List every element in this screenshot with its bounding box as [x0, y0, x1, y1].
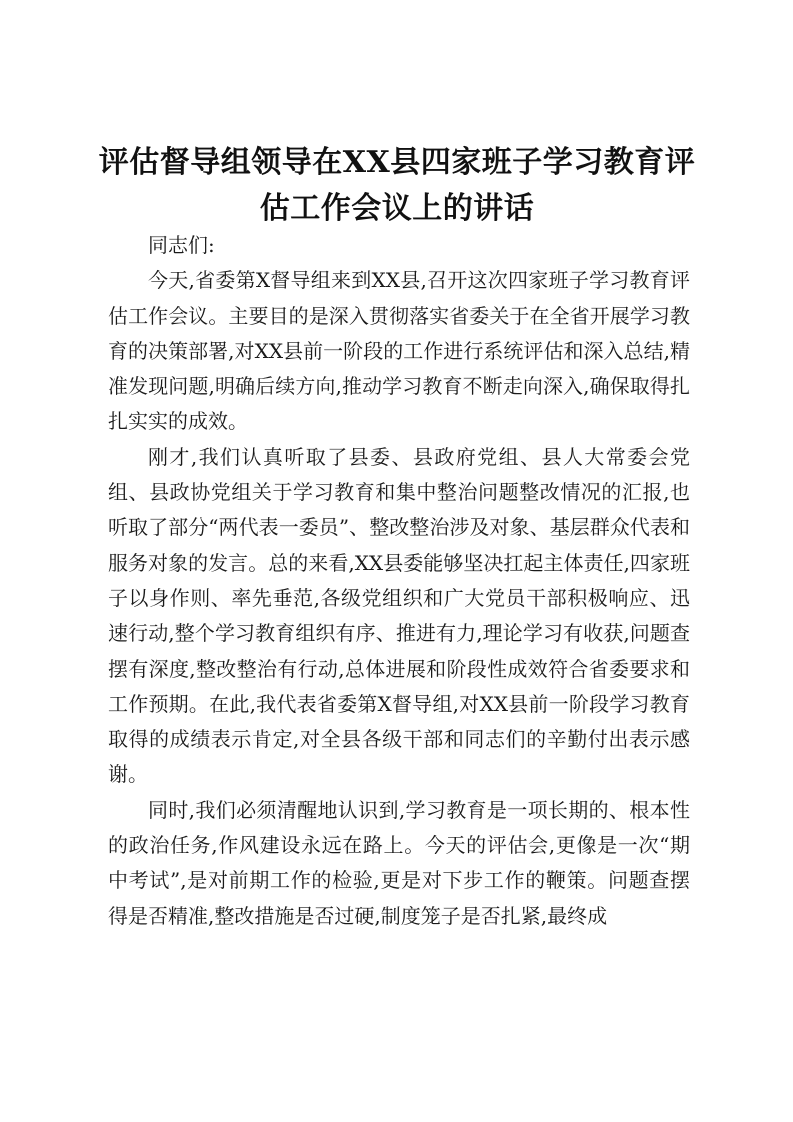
paragraph-1: 今天,省委第X督导组来到XX县,召开这次四家班子学习教育评估工作会议。主要目的是深入贯彻落实省委关于在全省开展学习教育的决策部署,对XX县前一阶段的工作进行系统评估和深入总结,精准发现问题,明确后续方向,推动学习教育不断走向深入,确保取得扎扎实实的成效。 — [108, 268, 690, 434]
paragraph-3: 同时,我们必须清醒地认识到,学习教育是一项长期的、根本性的政治任务,作风建设永远在路上。今天的评估会,更像是一次“期中考试”,是对前期工作的检验,更是对下步工作的鞭策。问题查摆得是否精准,整改措施是否过硬,制度笼子是否扎紧,最终成 — [108, 797, 690, 928]
paragraph-2: 刚才,我们认真听取了县委、县政府党组、县人大常委会党组、县政协党组关于学习教育和集中整治问题整改情况的汇报,也听取了部分“两代表一委员”、整改整治涉及对象、基层群众代表和服务对象的发言。总的来看,XX县委能够坚决扛起主体责任,四家班子以身作则、率先垂范,各级党组织和广大党员干部积极响应、迅速行动,整个学习教育组织有序、推进有力,理论学习有收获,问题查摆有深度,整改整治有行动,总体进展和阶段性成效符合省委要求和工作预期。在此,我代表省委第X督导组,对XX县前一阶段学习教育取得的成绩表示肯定,对全县各级干部和同志们的辛勤付出表示感谢。 — [108, 444, 690, 787]
document-title: 评估督导组领导在XX县四家班子学习教育评估工作会议上的讲话 — [98, 145, 696, 226]
document-body — [108, 228, 690, 934]
salutation: 同志们: — [148, 233, 215, 257]
